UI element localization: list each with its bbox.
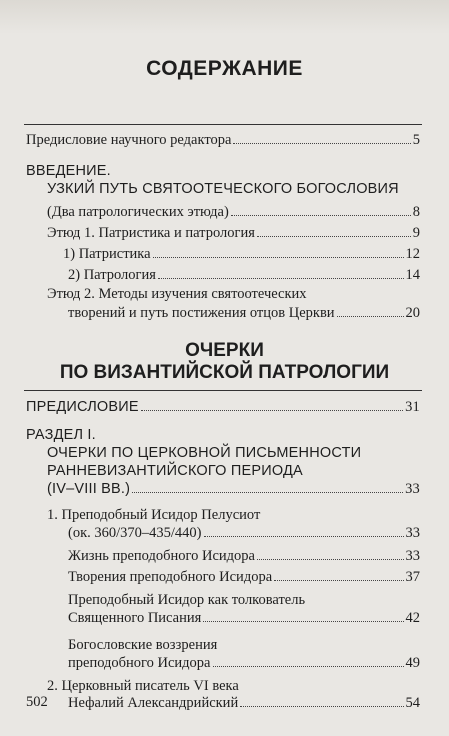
toc-entry-isidore[interactable]: (ок. 360/370–435/440) 33 [68,525,420,541]
page-number: 502 [26,694,48,710]
interpreter-line-1: Преподобный Исидор как толкователь [68,592,306,608]
toc-entry-section-1[interactable]: (IV–VIII ВВ.) 33 [47,481,420,497]
leader-dots [274,580,403,581]
part-heading-line-1: ОЧЕРКИ [185,340,264,361]
leader-dots [204,536,404,537]
toc-entry-life[interactable]: Жизнь преподобного Исидора 33 [68,548,420,564]
section-1-line-2: РАННЕВИЗАНТИЙСКОГО ПЕРИОДА [47,463,303,479]
section-1-label: РАЗДЕЛ I. [26,427,96,443]
intro-label: ВВЕДЕНИЕ. [26,163,111,179]
leader-dots [337,316,404,317]
leader-dots [231,215,411,216]
leader-dots [141,410,403,411]
toc-entry-intro-subtitle[interactable]: (Два патрологических этюда) 8 [47,204,420,220]
divider [24,124,422,125]
leader-dots [158,278,404,279]
etude-2-line-1: Этюд 2. Методы изучения святоотеческих [47,286,307,302]
section-1-line-1: ОЧЕРКИ ПО ЦЕРКОВНОЙ ПИСЬМЕННОСТИ [47,445,362,461]
leader-dots [203,621,403,622]
toc-entry-patristics[interactable]: 1) Патристика 12 [63,246,420,262]
toc-entry-patrology[interactable]: 2) Патрология 14 [68,267,420,283]
leader-dots [233,143,410,144]
leader-dots [213,666,404,667]
part-heading-line-2: ПО ВИЗАНТИЙСКОЙ ПАТРОЛОГИИ [59,362,390,383]
toc-entry-etude-1[interactable]: Этюд 1. Патристика и патрология 9 [47,225,420,241]
intro-title: УЗКИЙ ПУТЬ СВЯТООТЕЧЕСКОГО БОГОСЛОВИЯ [47,181,399,197]
toc-entry-works[interactable]: Творения преподобного Исидора 37 [68,569,420,585]
leader-dots [257,559,404,560]
theology-line-1: Богословские воззрения [68,637,218,653]
leader-dots [240,706,403,707]
isidore-line-1: 1. Преподобный Исидор Пелусиот [47,507,261,523]
toc-entry-interpreter[interactable]: Священного Писания 42 [68,610,420,626]
toc-entry-foreword[interactable]: ПРЕДИСЛОВИЕ 31 [26,399,420,415]
leader-dots [257,236,411,237]
leader-dots [153,257,404,258]
page-title: СОДЕРЖАНИЕ [146,57,303,80]
toc-entry-nephalius[interactable]: Нефалий Александрийский 54 [68,695,420,711]
toc-entry-theology[interactable]: преподобного Исидора 49 [68,655,420,671]
nephalius-line-1: 2. Церковный писатель VI века [47,678,239,694]
divider [24,390,422,391]
leader-dots [132,492,403,493]
toc-entry-editor-preface[interactable]: Предисловие научного редактора 5 [26,132,420,148]
toc-entry-etude-2[interactable]: творений и путь постижения отцов Церкви 20 [68,305,420,321]
